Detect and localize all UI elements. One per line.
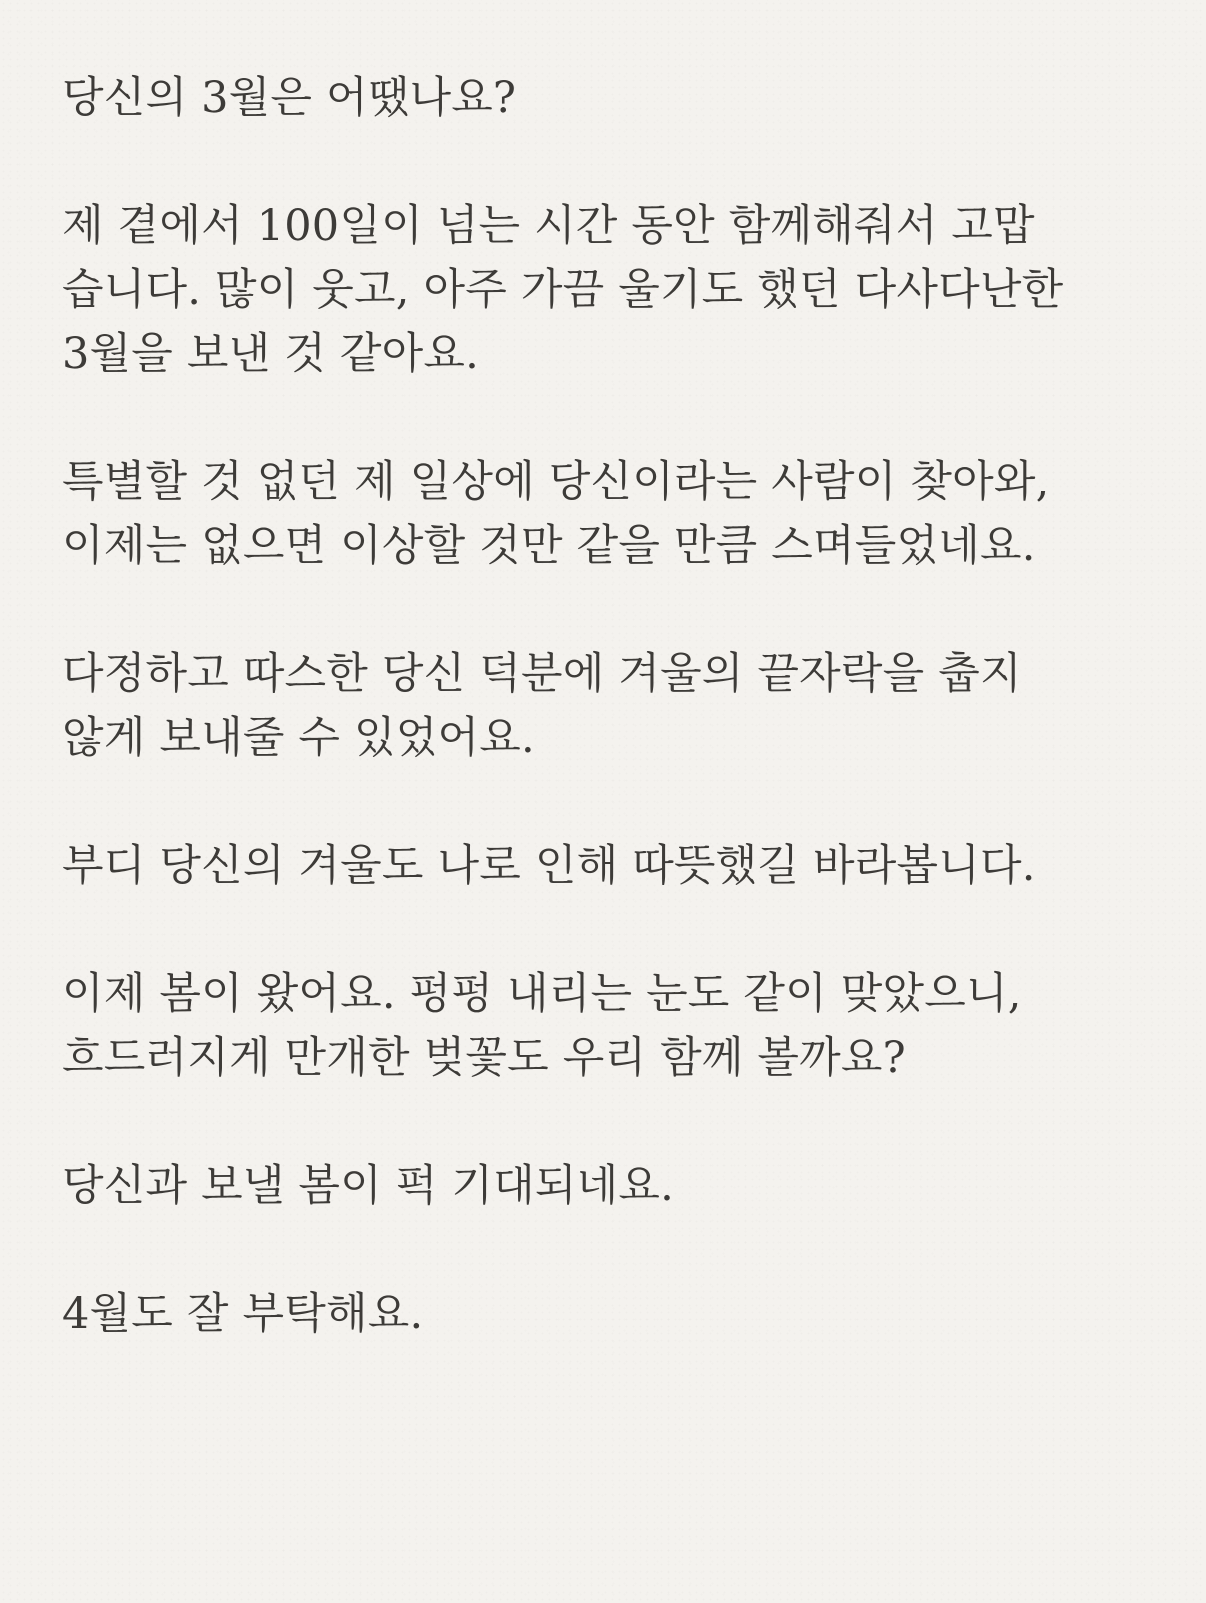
paragraph-thanks <box>62 194 1182 386</box>
paragraph-spring <box>62 962 1182 1090</box>
paragraph-march-question <box>62 66 1182 130</box>
paragraph-daily-life <box>62 450 1182 578</box>
text-line: 제 곁에서 100일이 넘는 시간 동안 함께해줘서 고맙 <box>62 201 1035 251</box>
text-line: 3월을 보낸 것 같아요. <box>62 329 479 379</box>
text-line: 이제는 없으면 이상할 것만 같을 만큼 스며들었네요. <box>62 521 1036 571</box>
text-line: 당신과 보낼 봄이 퍽 기대되네요. <box>62 1161 674 1211</box>
text-line: 특별할 것 없던 제 일상에 당신이라는 사람이 찾아와, <box>62 457 1050 507</box>
text-line: 습니다. 많이 웃고, 아주 가끔 울기도 했던 다사다난한 <box>62 265 1064 315</box>
text-line: 당신의 3월은 어땠나요? <box>62 73 517 123</box>
paragraph-expectation <box>62 1154 1182 1218</box>
text-line: 4월도 잘 부탁해요. <box>62 1289 424 1339</box>
letter-body <box>62 66 1182 1410</box>
text-line: 않게 보내줄 수 있었어요. <box>62 713 535 763</box>
text-line: 다정하고 따스한 당신 덕분에 겨울의 끝자락을 춥지 <box>62 649 1022 699</box>
paragraph-winter <box>62 642 1182 770</box>
text-line: 이제 봄이 왔어요. 펑펑 내리는 눈도 같이 맞았으니, <box>62 969 1022 1019</box>
paragraph-hope <box>62 834 1182 898</box>
text-line: 흐드러지게 만개한 벚꽃도 우리 함께 볼까요? <box>62 1033 906 1083</box>
paragraph-closing <box>62 1282 1182 1346</box>
text-line: 부디 당신의 겨울도 나로 인해 따뜻했길 바라봅니다. <box>62 841 1036 891</box>
